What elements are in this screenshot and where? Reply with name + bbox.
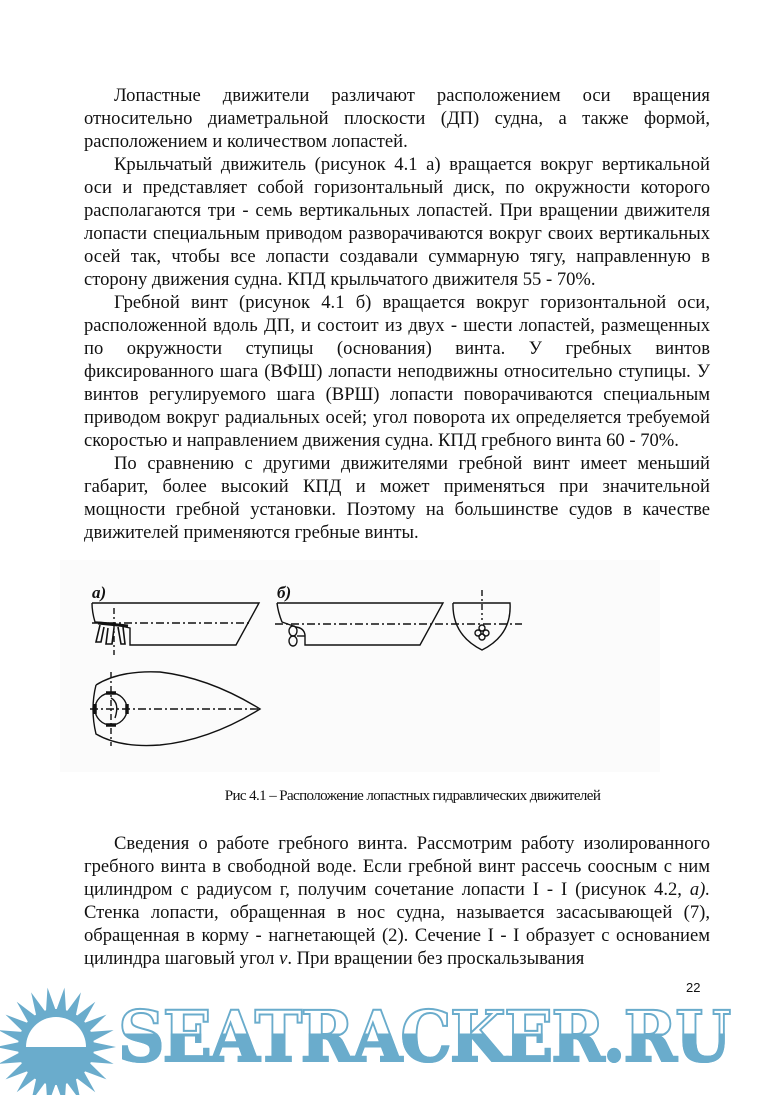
paragraph: Гребной винт (рисунок 4.1 б) вращается вокруг горизонтальной оси, расположенной вдоль ДП, и состоит из двух - шести лопастей, размещенных по окружности ступицы (основания) винта. У гребных винтов фиксированного шага (ВФШ) лопасти неподвижны относительно ступицы. У винтов регулируемого шага (ВРШ) лопасти поворачиваются специальным приводом вокруг радиальных осей; угол поворота их определяется требуемой скоростью и направлением движения судна. КПД гребного винта 60 - 70%. — [84, 292, 710, 451]
label-a: а) — [92, 583, 107, 602]
watermark-text: SEATRACKER.RU — [118, 995, 730, 1078]
body-text-top — [84, 84, 710, 544]
body-text-bottom — [84, 832, 710, 970]
hull-plan-view — [90, 672, 260, 746]
label-b: б) — [277, 583, 292, 602]
hull-cross-section — [453, 590, 510, 650]
hull-profile-a — [92, 603, 259, 655]
sun-logo-icon — [0, 985, 120, 1095]
paragraph: По сравнению с другими движителями гребной винт имеет меньший габарит, более высокий КПД и может применяться при значительной мощности гребной установки. Поэтому на большинстве судов в качестве движителей применяются гребные винты. — [84, 453, 710, 543]
paragraph: Сведения о работе гребного винта. Рассмотрим работу изолированного гребного винта в свободной воде. Если гребной винт рассечь соосным с ним цилиндром с радиусом г, получим сочетание лопасти I - I (рисунок 4.2, а). Стенка лопасти, обращенная в нос судна, называется засасывающей (7), обращенная в корму - нагнетающей (2). Сечение I - I образует с основанием цилиндра шаговый угол ν. При вращении без проскальзывания — [84, 833, 710, 969]
page-number: 22 — [686, 980, 701, 995]
figure-propulsor-layout — [60, 560, 660, 772]
paragraph: Лопастные движители различают расположением оси вращения относительно диаметральной плоскости (ДП) судна, а также формой, расположением и количеством лопастей. — [84, 85, 710, 152]
figure-caption: Рис 4.1 – Расположение лопастных гидравлических движителей — [224, 788, 601, 804]
watermark-logo — [0, 985, 120, 1095]
hull-profile-b — [275, 603, 522, 646]
paragraph: Крыльчатый движитель (рисунок 4.1 а) вращается вокруг вертикальной оси и представляет собой горизонтальный диск, по окружности которого располагаются три - семь вертикальных лопастей. При вращении движителя лопасти специальным приводом разворачиваются вокруг своих вертикальных осей так, чтобы все лопасти создавали суммарную тягу, направленную в сторону движения судна. КПД крыльчатого движителя 55 - 70%. — [84, 154, 710, 290]
